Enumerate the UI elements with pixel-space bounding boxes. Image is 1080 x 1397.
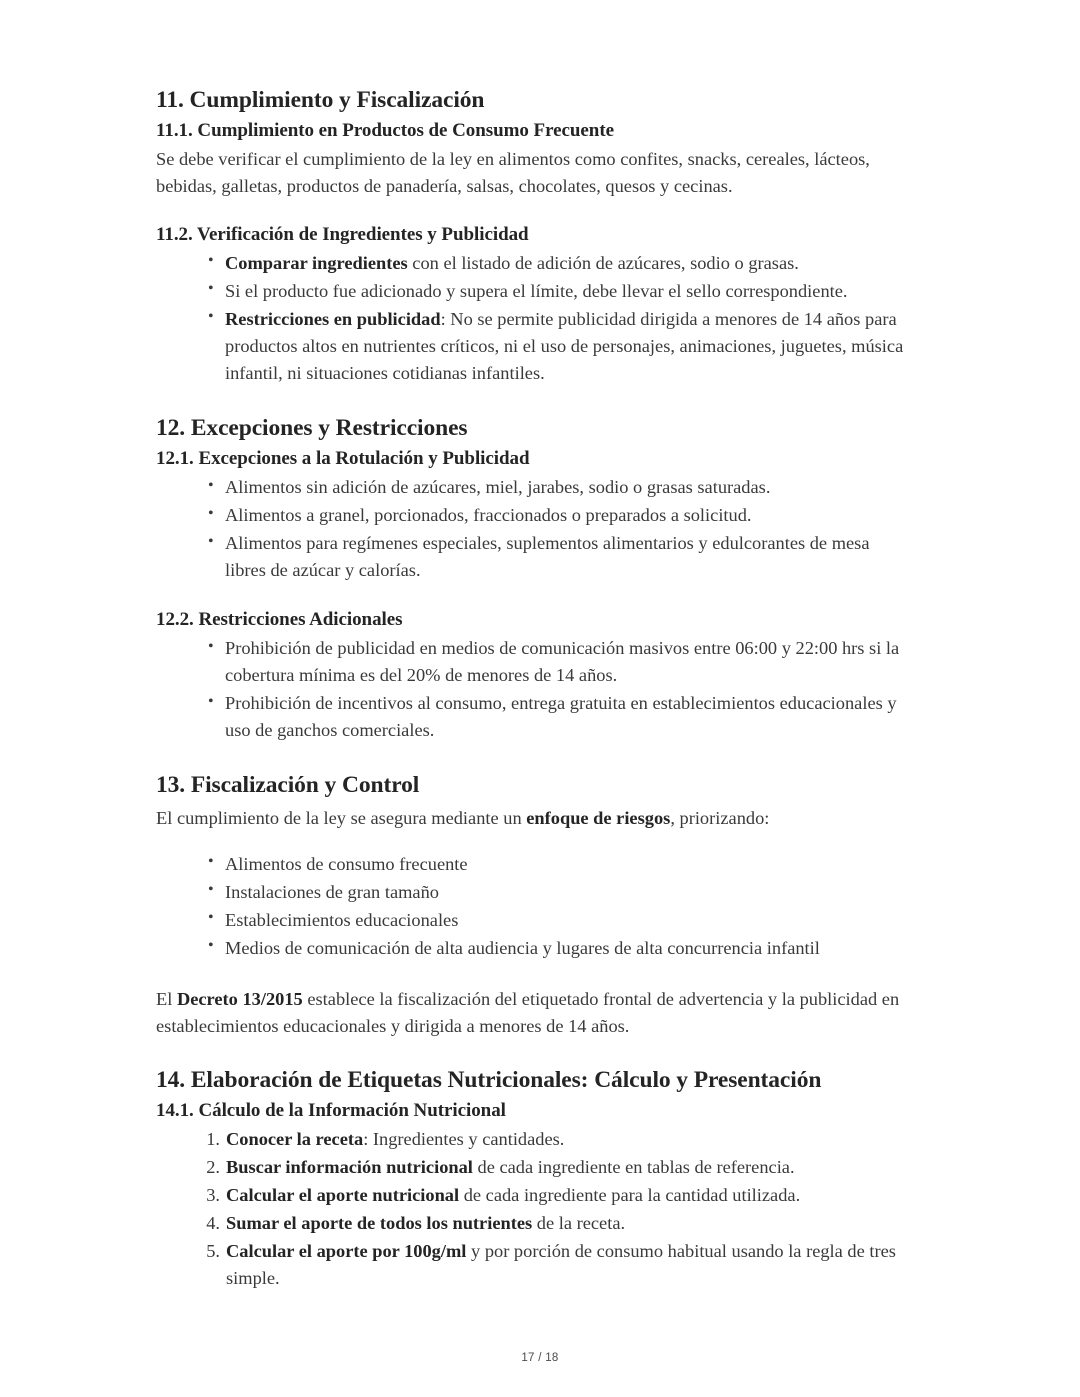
- list-item-text: Medios de comunicación de alta audiencia y lugares de alta concurrencia infantil: [225, 937, 820, 958]
- list-item-text: Prohibición de incentivos al consumo, entrega gratuita en establecimientos educacionales y uso de ganchos comerciales.: [225, 693, 897, 741]
- list-item-lead: Sumar el aporte de todos los nutrientes: [226, 1213, 533, 1234]
- subsection-heading-12-2: 12.2. Restricciones Adicionales: [156, 609, 403, 631]
- closing-bold: Decreto 13/2015: [176, 988, 303, 1009]
- list-item: [200, 1210, 912, 1237]
- page-content: [156, 86, 912, 1293]
- list-item: [208, 474, 912, 501]
- list-item: [208, 530, 912, 584]
- subsection-heading-11-1: 11.1. Cumplimiento en Productos de Consumo Frecuente: [156, 120, 614, 142]
- list-item-lead: Calcular el aporte por 100g/ml: [226, 1241, 467, 1262]
- list-item: [200, 1126, 912, 1153]
- list-item-text: : No se permite publicidad dirigida a menores de 14 años para productos altos en nutrientes críticos, ni el uso de personajes, animaciones, juguetes, música infantil, ni situaciones cotidianas infantiles.: [225, 308, 904, 384]
- spacer: [156, 832, 912, 849]
- list-item: [200, 1154, 912, 1181]
- subsection-heading-14-1: 14.1. Cálculo de la Información Nutricional: [156, 1100, 506, 1122]
- list-item-text: de cada ingrediente para la cantidad utilizada.: [459, 1185, 801, 1206]
- list-item-lead: Calcular el aporte nutricional: [226, 1185, 460, 1206]
- list-item: [208, 935, 912, 962]
- list-item: [208, 278, 912, 305]
- bullet-list-11-2: [156, 250, 912, 387]
- section-heading-13: 13. Fiscalización y Control: [156, 772, 420, 799]
- list-item-text: de cada ingrediente en tablas de referencia.: [472, 1157, 795, 1178]
- section-heading-12: 12. Excepciones y Restricciones: [156, 415, 468, 442]
- list-item: [208, 635, 912, 689]
- closing-after: establece la fiscalización del etiquetado frontal de advertencia y la publicidad en establecimientos educacionales y dirigida a menores de 14 años.: [156, 988, 900, 1036]
- intro-after: , priorizando:: [670, 807, 770, 828]
- section-heading-11: 11. Cumplimiento y Fiscalización: [156, 87, 485, 113]
- spacer: [156, 745, 912, 771]
- list-item: [208, 306, 912, 387]
- section-heading-14: 14. Elaboración de Etiquetas Nutricionales: Cálculo y Presentación: [156, 1066, 822, 1093]
- spacer: [156, 585, 912, 608]
- bullet-list-12-1: [156, 474, 912, 584]
- intro-bold: enfoque de riesgos: [526, 807, 671, 828]
- spacer: [156, 200, 912, 223]
- bullet-list-12-2: [156, 635, 912, 744]
- list-item-lead: Comparar ingredientes: [225, 252, 408, 273]
- list-item-lead: Conocer la receta: [226, 1128, 364, 1149]
- spacer: [156, 963, 912, 986]
- list-item: [208, 907, 912, 934]
- subsection-heading-11-2: 11.2. Verificación de Ingredientes y Publicidad: [156, 224, 529, 246]
- list-item-text: : Ingredientes y cantidades.: [363, 1128, 565, 1149]
- paragraph-13-closing: [156, 986, 912, 1040]
- page-footer: 17 / 18: [521, 1352, 559, 1364]
- list-item-lead: Restricciones en publicidad: [225, 308, 441, 329]
- list-item: [208, 851, 912, 878]
- subsection-heading-12-1: 12.1. Excepciones a la Rotulación y Publicidad: [156, 448, 530, 470]
- list-item-text: de la receta.: [532, 1213, 626, 1234]
- list-item-text: Prohibición de publicidad en medios de comunicación masivos entre 06:00 y 22:00 hrs si la cobertura mínima es del 20% de menores de 14 años.: [225, 638, 900, 686]
- list-item-text: Alimentos sin adición de azúcares, miel, jarabes, sodio o grasas saturadas.: [225, 477, 771, 498]
- list-item-text: con el listado de adición de azúcares, sodio o grasas.: [407, 252, 799, 273]
- list-item-text: Alimentos para regímenes especiales, suplementos alimentarios y edulcorantes de mesa libres de azúcar y calorías.: [225, 533, 870, 581]
- list-item: [208, 250, 912, 277]
- paragraph-11-1: Se debe verificar el cumplimiento de la ley en alimentos como confites, snacks, cereales, lácteos, bebidas, galletas, productos de panadería, salsas, chocolates, quesos y cecinas.: [156, 149, 870, 197]
- list-item-text: y por porción de consumo habitual usando la regla de tres simple.: [226, 1241, 896, 1289]
- list-item-text: Alimentos de consumo frecuente: [225, 853, 468, 874]
- list-item: [200, 1182, 912, 1209]
- closing-before: El: [156, 988, 177, 1009]
- list-item-text: Establecimientos educacionales: [225, 909, 459, 930]
- list-item: [208, 690, 912, 744]
- list-item-text: Alimentos a granel, porcionados, fraccionados o preparados a solicitud.: [225, 505, 752, 526]
- list-item-lead: Buscar información nutricional: [226, 1157, 473, 1178]
- intro-before: El cumplimiento de la ley se asegura mediante un: [156, 807, 527, 828]
- spacer: [156, 1040, 912, 1066]
- list-item: [208, 879, 912, 906]
- list-item-text: Si el producto fue adicionado y supera el límite, debe llevar el sello correspondiente.: [225, 280, 848, 301]
- list-item: [208, 502, 912, 529]
- list-item: [200, 1238, 912, 1292]
- ordered-list-14-1: [156, 1126, 912, 1292]
- paragraph-13-intro: [156, 805, 912, 832]
- list-item-text: Instalaciones de gran tamaño: [225, 881, 439, 902]
- spacer: [156, 388, 912, 414]
- bullet-list-13: [156, 851, 912, 962]
